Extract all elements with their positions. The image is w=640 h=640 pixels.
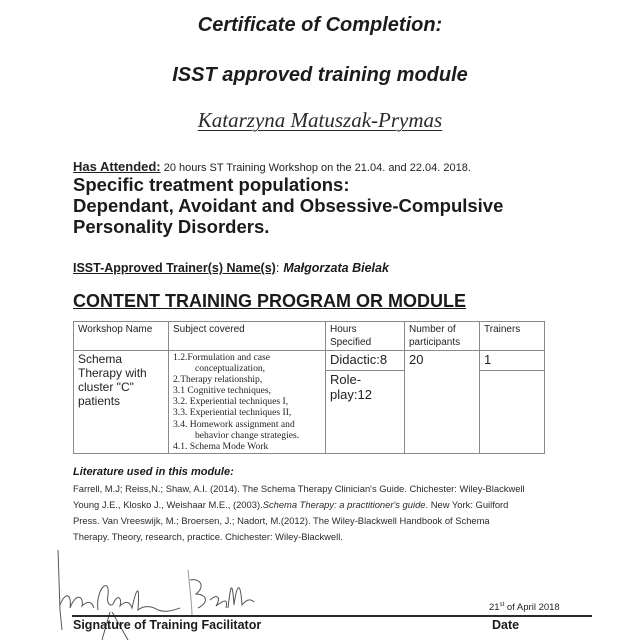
certificate-subtitle: ISST approved training module [172,64,468,86]
subject-item: 4.1. Schema Mode Work [173,440,269,452]
trainer-label: ISST-Approved Trainer(s) Name(s) [73,261,276,275]
trainer-name: Małgorzata Bielak [283,261,389,275]
attended-text: 20 hours ST Training Workshop on the 21.04. and 22.04. 2018. [160,162,471,174]
date-value [489,602,560,613]
header-number-participants: Number of participants [405,322,480,351]
literature-title: Literature used in this module: [73,466,234,478]
literature-line: Therapy. Theory, research, practice. Chichester: Wiley-Blackwell. [73,531,343,542]
topic-line: Specific treatment populations: [73,174,350,195]
cell-workshop-name: Schema Therapy with cluster "C" patients [74,351,169,454]
literature-list [73,481,583,545]
header-subject-covered: Subject covered [169,322,326,351]
literature-line [73,497,583,513]
trainer-colon: : [275,261,280,275]
attended-label: Has Attended: [73,159,161,174]
attended-line [73,159,471,174]
hours-roleplay: Role-play:12 [330,372,372,402]
subject-item: 3.4. Homework assignment and [173,418,295,430]
trainer-line [73,261,389,275]
subject-item: behavior change strategies. [195,429,300,441]
subject-item: 1.2.Formulation and case [173,352,270,363]
subject-item: 2.Therapy relationship, [173,374,263,386]
header-hours-specified: Hours Specified [326,322,405,351]
cell-participants: 20 [405,351,480,454]
hours-didactic: Didactic:8 [326,351,404,371]
literature-text: . New York: Guilford [425,499,509,510]
literature-text: Young J.E., Klosko J., Weishaar M.E., (2003). [73,499,263,510]
recipient-name-text: Katarzyna Matuszak-Prymas [197,108,443,132]
header-trainers: Trainers [480,322,545,351]
subject-item: 3.1 Cognitive techniques, [173,385,272,397]
cell-trainers [480,351,545,454]
date-label: Date [492,618,520,632]
date-suffix: st [499,602,505,608]
certificate-title: Certificate of Completion: [197,14,443,36]
subject-item: 3.3. Experiential techniques II, [173,407,292,419]
signature-label: Signature of Training Facilitator [73,618,262,632]
literature-line: Press. Van Vreeswijk, M.; Broersen, J.; Nadort, M.(2012). The Wiley-Blackwell Handbook of Schema [73,515,490,526]
header-workshop-name: Workshop Name [74,322,169,351]
subject-item: 3.2. Experiential techniques I, [173,396,289,408]
table-row [74,351,545,454]
literature-line: Farrell, M.J; Reiss,N.; Shaw, A.I. (2014). The Schema Therapy Clinician's Guide. Chichester: Wiley-Blackwell [73,483,525,494]
table-header-row [74,322,545,351]
date-rest: of April 2018 [504,602,560,614]
trainers-count: 1 [480,351,544,371]
recipient-name [0,108,640,133]
signature-line [72,615,592,617]
program-heading: CONTENT TRAINING PROGRAM OR MODULE [73,291,466,311]
date-day: 21 [489,602,500,614]
cell-hours [326,351,405,454]
program-table [73,321,545,454]
workshop-topic [73,174,503,237]
topic-line: Personality Disorders. [73,216,270,237]
topic-line: Dependant, Avoidant and Obsessive-Compulsive [73,195,504,216]
literature-book-title: Schema Therapy: a practitioner's guide [262,499,426,510]
subject-item: conceptualization, [195,363,266,375]
cell-subjects [169,351,326,454]
